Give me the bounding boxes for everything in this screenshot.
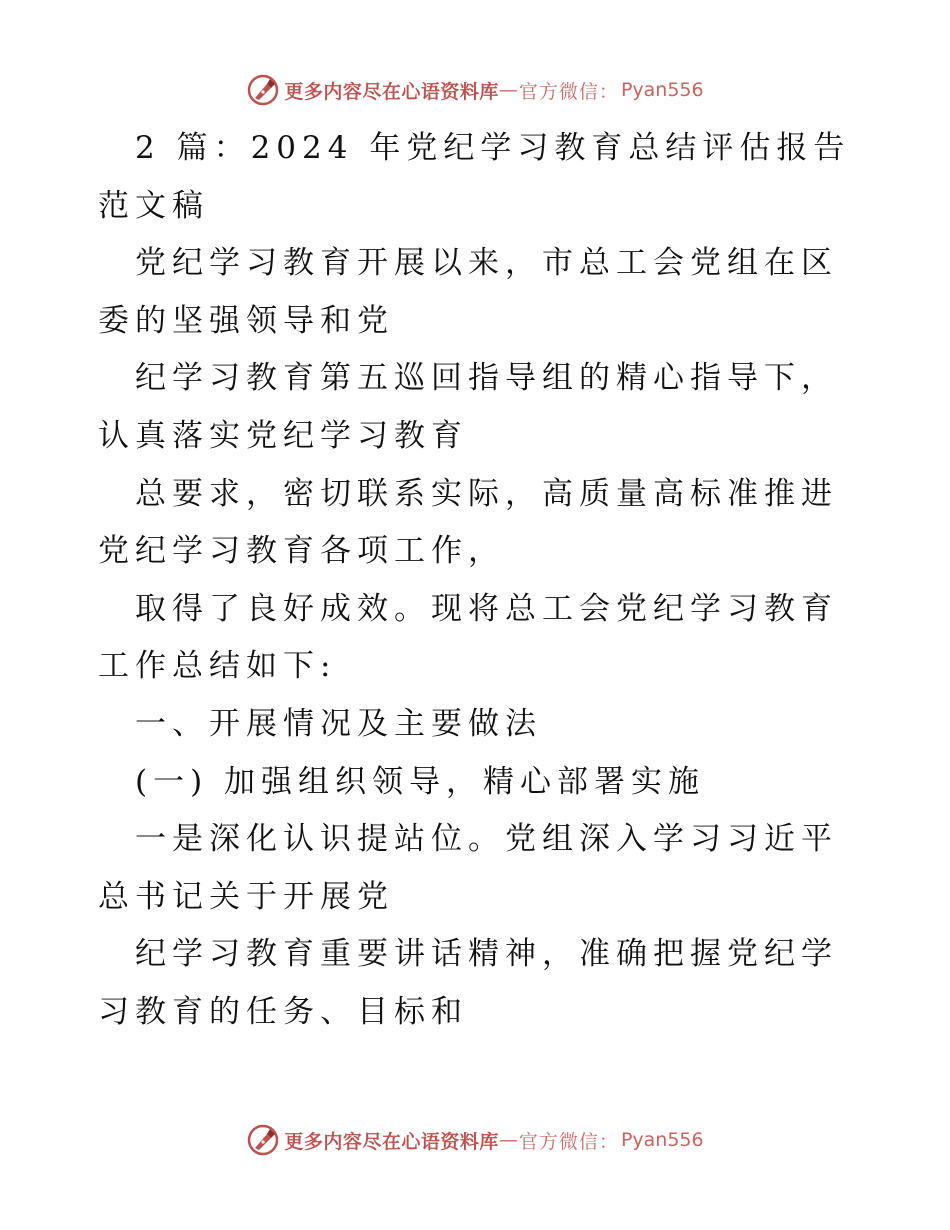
watermark-site-text: 更多内容尽在心语资料库 <box>284 1130 499 1153</box>
header-watermark <box>0 70 950 110</box>
paragraph: 取得了良好成效。现将总工会党纪学习教育工作总结如下: <box>98 590 838 685</box>
paragraph: 总要求，密切联系实际，高质量高标准推进党纪学习教育各项工作， <box>98 475 838 570</box>
watermark-wechat-id: Pyan556 <box>620 79 704 101</box>
footer-watermark <box>0 1120 950 1160</box>
watermark-dash: — <box>498 79 519 101</box>
pen-nib-circle-icon <box>246 1123 280 1157</box>
paragraph: 一是深化认识提站位。党组深入学习习近平总书记关于开展党 <box>98 821 838 915</box>
pen-nib-circle-icon <box>246 73 280 107</box>
paragraph: 党纪学习教育开展以来，市总工会党组在区委的坚强领导和党 <box>98 245 838 339</box>
watermark-wechat-id: Pyan556 <box>620 1129 704 1151</box>
watermark-wechat-label: 官方微信： <box>518 80 619 103</box>
document-body <box>98 120 852 1042</box>
subsection-heading: (一) 加强组织领导，精心部署实施 <box>135 763 706 800</box>
watermark-dash: — <box>498 1129 519 1151</box>
paragraph: 纪学习教育重要讲话精神，准确把握党纪学习教育的任务、目标和 <box>98 936 838 1030</box>
document-title: 2 篇：2024 年党纪学习教育总结评估报告范文稿 <box>98 130 851 224</box>
paragraph: 纪学习教育第五巡回指导组的精心指导下，认真落实党纪学习教育 <box>98 360 838 454</box>
watermark-site-text: 更多内容尽在心语资料库 <box>284 80 499 103</box>
section-heading: 一、开展情况及主要做法 <box>135 705 542 742</box>
watermark-wechat-label: 官方微信： <box>518 1130 619 1153</box>
